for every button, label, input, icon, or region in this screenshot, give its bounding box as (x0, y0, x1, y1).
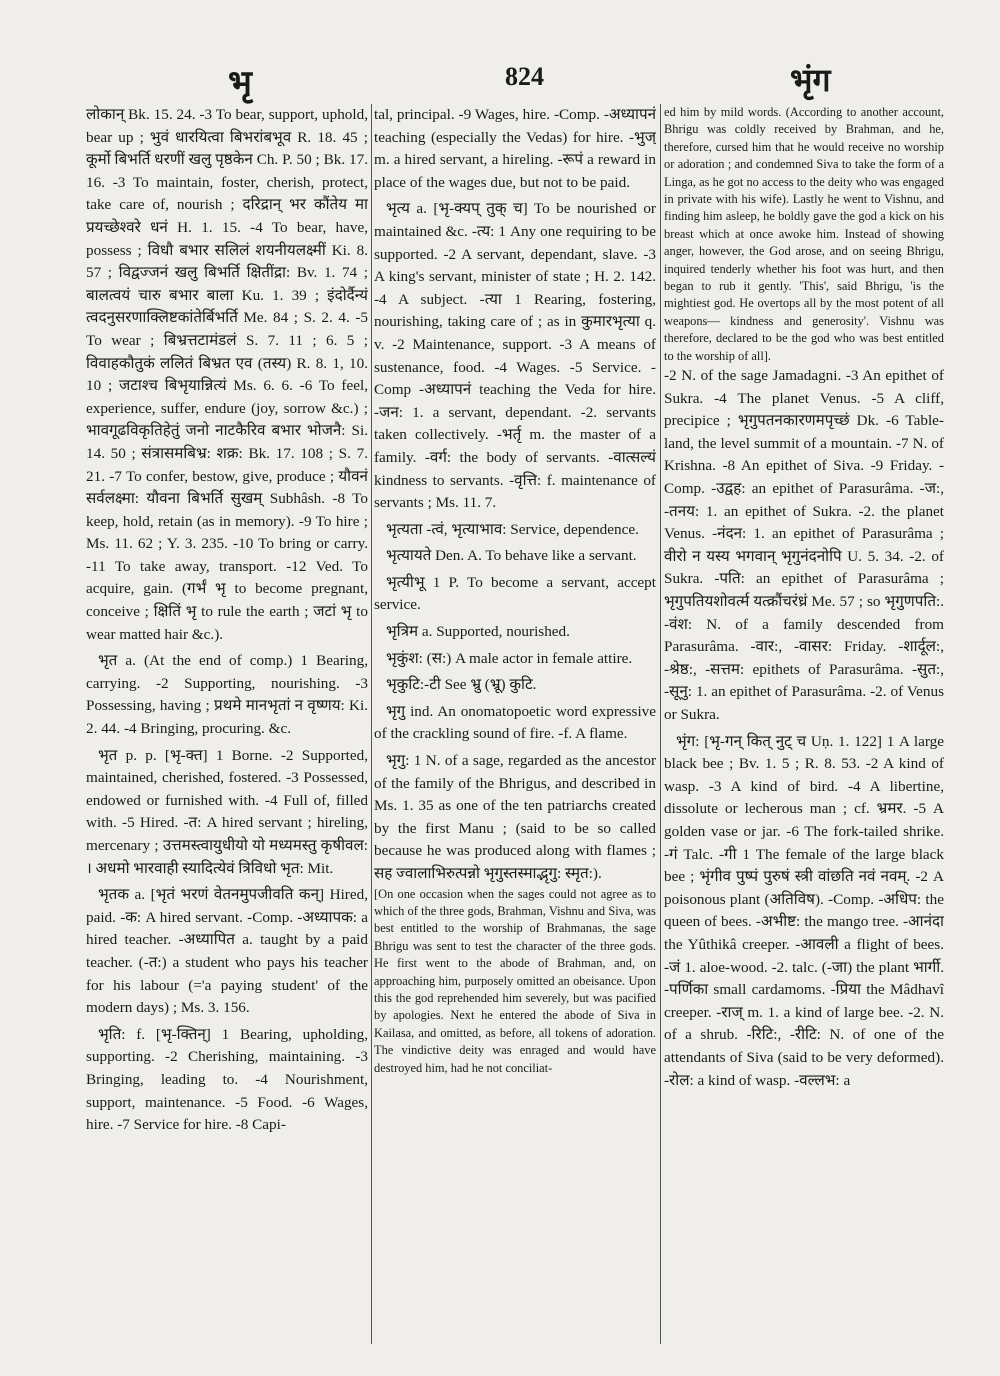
column-divider-1 (371, 104, 372, 1344)
page-header (0, 58, 1000, 103)
entry-bhrita-pp: भृत p. p. [भृ-क्त] 1 Borne. -2 Supported, maintained, cherished, fostered. -3 Possessed, endowed or furnished with. -4 Full of, filled with. -5 Hired. -त: A hired servant ; hireling, mercenary ; उत्तमस्त्वायुधीयो यो मध्यमस्तु कृषीवल: । अधमो भारवाही स्यादित्येवं त्रिविधो भृत: Mit. (86, 746, 368, 877)
column-3 (664, 104, 944, 1344)
entry-bhrityayate: भृत्यायते Den. A. To behave like a servant. (386, 547, 637, 565)
column-1 (86, 104, 368, 1344)
entry-bhrigu-senses: -2 N. of the sage Jamadagni. -3 An epithet of Sukra. -4 The planet Venus. -5 A cliff, precipice ; भृगुपतनकारणमपृच्छं Dk. -6 Table-land, the level summit of a mountain. -7 N. of Krishna. -8 An epithet of Siva. -9 Friday. -Comp. -उद्वह: an epithet of Parasurâma. -ज:, -तनय: 1. an epithet of Sukra. -2. the planet Venus. -नंदन: 1. an epithet of Parasurâma ; वीरो न यस्य भगवान् भृगुनंदनोपि U. 5. 34. -2. of Sukra. -पति: an epithet of Parasurâma ; भृगुपतियशोवर्त्म यत्क्रौंचरंध्रं Me. 57 ; so भृगुणपति:. -वंश: N. of a family descended from Parasurâma. -वार:, -वासर: Friday. -शार्दूल:, -श्रेष्ठ:, -सत्तम: epithets of Parasurâma. -सुत:, -सूनु: 1. an epithet of Parasurâma. -2. of Venus or Sukra. (664, 367, 944, 723)
entry-bhrityata: भृत्यता -त्वं, भृत्याभाव: Service, dependence. (386, 520, 639, 538)
entry-bhrikuti: भृकुटि:-टी See भ्रु (भ्रू) कुटि. (386, 676, 537, 694)
entry-bhritrima: भृत्रिम a. Supported, nourished. (386, 623, 570, 641)
entry-bhringa: भृंग: [भृ-गन् कित् नुट् च Uṇ. 1. 122] 1 A large black bee ; Bv. 1. 5 ; R. 8. 53. -2 A kind of wasp. -3 A kind of bird. -4 A libertine, dissolute or lecherous man ; cf. भ्रमर. -5 A golden vase or jar. -6 The fork-tailed shrike. -गं Talc. -गी 1 The female of the large black bee ; भृंगीव पुष्पं पुरुषं स्त्री वांछति नवं नवम्. -2 A poisonous plant (अतिविष). -Comp. -अधिप: the queen of bees. -अभीष्ट: the mango tree. -आनंदा the Yûthikâ creeper. -आवली a flight of bees. -जं 1. aloe-wood. -2. talc. (-जा) the plant भार्गी. -पर्णिका small cardamoms. -प्रिया the Mâdhavî creeper. -राज् m. 1. a kind of large bee. -2. N. of a shrub. -रिटि:, -रीटि: N. of one of the attendants of Siva (said to be very deformed). -रोल: a kind of wasp. -वल्लभ: a (664, 732, 944, 1089)
entry-bhritya: भृत्य a. [भृ-क्यप् तुक् च] To be nourished or maintained &c. -त्य: 1 Any one requiring to be supported. -2 A servant, dependant, slave. -3 A king's servant, minister of state ; H. 2. 142. -4 A subject. -त्या 1 Rearing, fostering, nourishing, taking care of ; as in कुमारभृत्या q. v. -2 Maintenance, support. -3 A means of sustenance, food. -4 Wages. -5 Service. -Comp -अध्यापनं teaching the Veda for hire. -जन: 1. a servant, dependant. -2. servants taken collectively. -भर्तृ m. the master of a family. -वर्ग: the body of servants. -वात्सल्यं kindness to servants. -वृत्ति: f. maintenance of servants ; Ms. 11. 7. (374, 200, 656, 512)
entry-bhritaka: भृतक a. [भृतं भरणं वेतनमुपजीवति कन्] Hired, paid. -क: A hired servant. -Comp. -अध्यापक: a hired teacher. -अध्यापित a. taught by a paid teacher. (-त:) a student who pays his teacher for his labour (='a paying student' of the modern days) ; Ms. 3. 156. (86, 886, 368, 1017)
entry-bhriti: भृति: f. [भृ-क्तिन्] 1 Bearing, upholding, supporting. -2 Cherishing, maintaining. -3 Bringing, leading to. -4 Nourishment, support, maintenance. -5 Food. -6 Wages, hire. -7 Service for hire. -8 Capi- (86, 1025, 368, 1134)
entry-bhrita-adj: भृत a. (At the end of comp.) 1 Bearing, carrying. -2 Supporting, nourishing. -3 Possessing, having ; प्रथमे मानभृतां न वृष्णय: Ki. 2. 44. -4 Bringing, procuring. &c. (86, 652, 368, 738)
entry-bhrityibhu: भृत्यीभू 1 P. To become a servant, accept service. (374, 573, 656, 614)
left-running-headword: भृ (228, 63, 252, 103)
entry-continuation: लोकान् Bk. 15. 24. -3 To bear, support, uphold, bear up ; भुवं धारयित्वा बिभरांबभूव R. 18. 45 ; कूर्मो बिभर्ति धरणीं खलु पृष्ठकेन Ch. P. 50 ; Bk. 17. 16. -3 To maintain, foster, cherish, protect, take care of, nourish ; दरिद्रान् भर कौंतेय मा प्रयच्छेश्वरे धनं H. 1. 15. -4 To bear, have, possess ; विधौ बभार सलिलं शयनीयलक्ष्मीं Ki. 8. 57 ; विद्वज्जनं खलु बिभर्ति क्षितींद्रा: Bv. 1. 74 ; बालत्वयं चारु बभार बाला Ku. 1. 39 ; इंदोर्दैन्यं त्वदनुसरणाक्लिष्टकांतेर्बिभर्ति Me. 84 ; S. 2. 4. -5 To wear ; बिभ्रत्तटामंडलं S. 7. 11 ; 6. 5 ; विवाहकौतुकं ललितं बिभ्रत एव (तस्य) R. 8. 1, 10. 10 ; जटाश्च बिभृयान्नित्यं Ms. 6. 6. -6 To feel, experience, suffer, endure (joy, sorrow &c.) ; भावगूढविकृतिहेतुं जनो नाटकैरिव बभार भोजनै: Si. 14. 50 ; संत्रासमबिभ्र: शक्र: Bk. 17. 108 ; S. 7. 21. -7 To confer, bestow, give, produce ; यौवनं सर्वलक्ष्मा: यौवना बिभर्ति सुखम् Subhâsh. -8 To keep, hold, retain (as in memory). -9 To hire ; Ms. 11. 62 ; Y. 3. 235. -10 To bring or carry. -11 To take away, transport. -12 Ved. To acquire, gain. (गर्भं भृ to become pregnant, conceive ; क्षितिं भृ to rule the earth ; जटां भृ to wear matted hair &c.). (86, 106, 368, 643)
column-2 (374, 104, 656, 1344)
page-number: 824 (505, 62, 544, 91)
entry-bhrikumsha: भृकुंश: (स:) A male actor in female attire. (386, 649, 633, 667)
right-running-headword: भृंग (790, 61, 831, 99)
bhrigu-legend-note: [On one occasion when the sages could not agree as to which of the three gods, Brahman, Vishnu and Siva, was best entitled to the worship of Brahmanas, the sage Bhrigu was sent to test the character of the three gods. He first went to the abode of Brahman, and, on approaching him, purposely omitted an obeisance. Upon this the god reprehended him severely, but was pacified by apologies. Next he entered the abode of Siva in Kailasa, and omitted, as before, all tokens of adoration. The vindictive deity was enraged and would have destroyed him, had he not conciliat- (374, 886, 656, 1075)
column-divider-2 (660, 104, 661, 1344)
bhrigu-legend-note-continued: ed him by mild words. (According to another account, Bhrigu was coldly received by Brahman, and he, therefore, cursed him that he would receive no worship or adoration ; and condemned Siva to take the form of a Linga, as he got no access to the deity who was engaged in private with his wife). Lastly he went to Vishnu, and finding him asleep, he boldly gave the god a kick on his breast which at once awoke him. Instead of showing anger, however, the God arose, and on seeing Bhrigu, inquired tenderly whether his foot was hurt, and then began to rub it gently. 'This', said Bhrigu, 'is the mightiest god. He overtops all by the most potent of all weapons— kindness and generosity'. Vishnu was therefore, declared to be the god who was best entitled to the worship of all]. (664, 105, 944, 363)
entry-continuation: tal, principal. -9 Wages, hire. -Comp. -अध्यापनं teaching (especially the Vedas) for hire. -भुज् m. a hired servant, a hireling. -रूपं a reward in place of the wages due, but not to be paid. (374, 106, 656, 191)
entry-bhrigu: भृगु: 1 N. of a sage, regarded as the ancestor of the family of the Bhrigus, and described in Ms. 1. 35 as one of the ten patriarchs created by the first Manu ; (said to be so called because he was produced along with flames ; सह ज्वालाभिरुत्पन्नो भृगुस्तस्माद्भृगु: स्मृत:). (374, 752, 656, 882)
entry-bhrigu-ind: भृगु ind. An onomatopoetic word expressive of the crackling sound of fire. -f. A flame. (374, 702, 656, 743)
